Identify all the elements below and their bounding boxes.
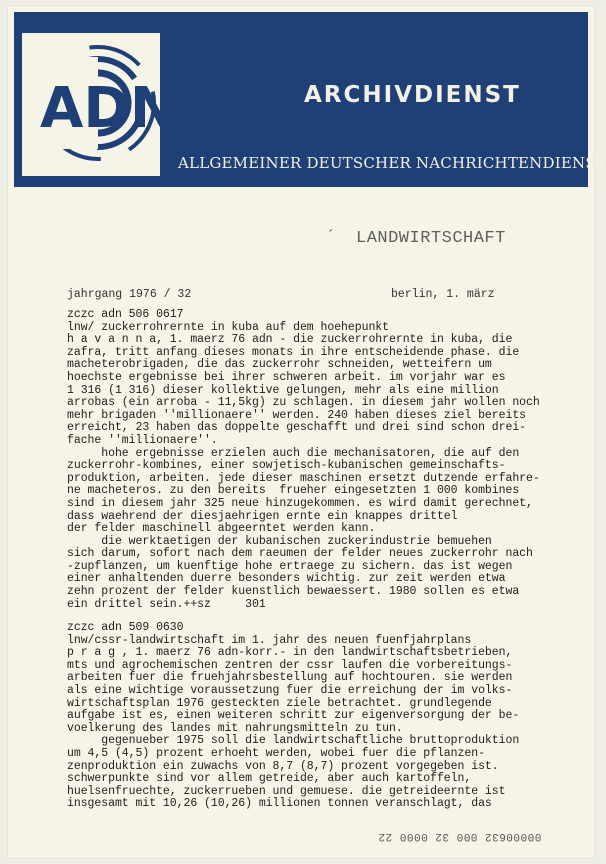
report-line: aufgabe ist es, einen weiteren schritt zur eigenversorgung der be- [67, 709, 520, 723]
volume-label: jahrgang 1976 / 32 [67, 288, 192, 301]
news-report-1 [67, 309, 567, 611]
report-line: lnw/ zuckerrohrernte in kuba auf dem hoehepunkt [67, 320, 390, 334]
adn-logo-icon [28, 41, 177, 167]
report-line: p r a g , 1. maerz 76 adn-korr.- in den landwirtschaftsbetrieben, [67, 646, 513, 660]
report-line: zczc adn 509 0630 [67, 621, 184, 634]
place-date: berlin, 1. märz [391, 288, 495, 301]
report-line: zczc adn 506 0617 [67, 308, 184, 321]
report-line: um 4,5 (4,5) prozent erhoeht werden, wobei fuer die pflanzen- [67, 746, 485, 760]
report-line: schwerpunkte sind vor allem getreide, aber auch kartoffeln, [67, 772, 472, 786]
report-line: mehr brigaden ''millionaere'' werden. 240 haben dieses ziel bereits [67, 408, 527, 422]
report-line: voelkerung des landes mit nahrungsmitteln zu tun. [67, 721, 403, 735]
report-line: sind in diesem jahr 325 neue hinzugekommen. es wird damit gerechnet, [67, 496, 533, 510]
stamp-tick: ´ [326, 228, 336, 246]
archive-code: 00000632 000 32 0000 22 [378, 830, 542, 842]
report-line: ein drittel sein.++sz 301 [67, 597, 266, 611]
header-banner [14, 12, 606, 187]
page-subtitle: ALLGEMEINER DEUTSCHER NACHRICHTENDIENST [178, 154, 606, 172]
report-line: lnw/cssr-landwirtschaft im 1. jahr des neuen fuenfjahrplans [67, 633, 472, 647]
report-line: fache ''millionaere''. [67, 433, 218, 447]
adn-logo [22, 33, 177, 176]
report-line: hoechste ergebnisse bei ihrer schweren arbeit. im vorjahr war es [67, 370, 506, 384]
report-line: hohe ergebnisse erzielen auch die mechanisatoren, die auf den [67, 446, 520, 460]
report-line: gegenueber 1975 soll die landwirtschaftliche bruttoproduktion [67, 734, 520, 748]
report-line: produktion, arbeiten. jede dieser maschinen ersetzt dutzende erfahre- [67, 471, 540, 485]
report-line: insgesamt mit 10,26 (10,26) millionen tonnen veranschlagt, das [67, 797, 492, 811]
report-line: zehn prozent der felder kuenstlich bewaessert. 1980 sollen es etwa [67, 585, 520, 599]
report-line: zenproduktion ein zuwachs von 8,7 (8,7) prozent vorgegeben ist. [67, 759, 499, 773]
report-line: huelsenfruechte, zuckerrueben und gemuese. die getreideernte ist [67, 784, 506, 798]
report-line: erreicht, 23 haben das doppelte geschafft und drei sind schon drei- [67, 421, 527, 435]
report-line: einer anhaltenden duerre besonders wichtig. zur zeit werden etwa [67, 572, 506, 586]
report-line: 1 316 (1 316) dieser kollektive gelungen, mehr als eine million [67, 383, 499, 397]
adn-logo-text: ADN [40, 76, 177, 141]
report-line: ne macheteros. zu den bereits frueher eingesetzten 1 000 kombines [67, 484, 520, 498]
document-page [8, 6, 606, 858]
report-line: wirtschaftsplan 1976 gesteckten ziele betrachtet. grundlegende [67, 696, 492, 710]
page-title: ARCHIVDIENST [304, 82, 521, 108]
report-line: sich darum, sofort nach dem raeumen der felder neues zuckerrohr nach [67, 547, 533, 561]
report-line: der felder maschinell abgeerntet werden kann. [67, 522, 376, 536]
report-line: zuckerrohr-kombines, einer sowjetisch-kubanischen gemeinschafts- [67, 459, 506, 473]
report-line: -zupflanzen, um kuenftige hohe ertraege zu sichern. das ist wegen [67, 559, 513, 573]
news-report-2 [67, 622, 567, 811]
report-line: dass waehrend der diesjaehrigen ernte ein knappes drittel [67, 509, 458, 523]
report-line: arrobas (ein arroba - 11,5kg) zu schlagen. in diesem jahr wollen noch [67, 396, 540, 410]
report-line: als eine wichtige voraussetzung fuer die erreichung der im volks- [67, 683, 513, 697]
report-line: macheterobrigaden, die das zuckerrohr schneiden, wetteifern um [67, 358, 492, 372]
report-line: die werktaetigen der kubanischen zuckerindustrie bemuehen [67, 534, 492, 548]
report-line: zafra, tritt anfang dieses monats in ihre entscheidende phase. die [67, 345, 520, 359]
report-line: mts und agrochemischen zentren der cssr laufen die vorbereitungs- [67, 658, 513, 672]
category-heading: LANDWIRTSCHAFT [356, 229, 506, 248]
report-line: arbeiten fuer die fruehjahrsbestellung auf hochtouren. sie werden [67, 671, 513, 685]
report-line: h a v a n n a, 1. maerz 76 adn - die zuckerrohrernte in kuba, die [67, 333, 513, 347]
